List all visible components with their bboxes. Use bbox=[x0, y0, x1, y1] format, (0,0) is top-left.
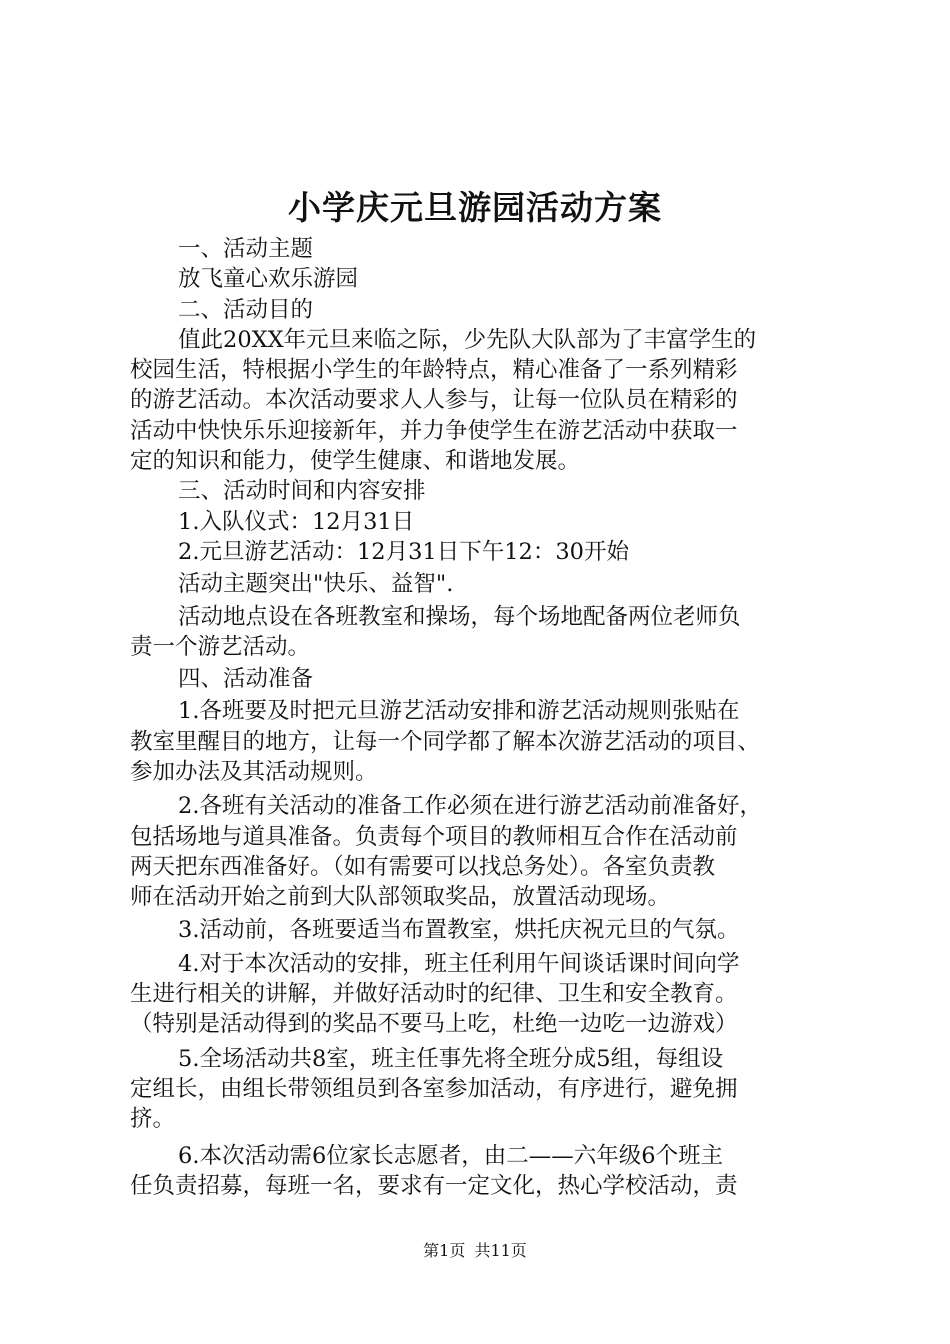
paragraph-line: （特别是活动得到的奖品不要马上吃，杜绝一边吃一边游戏） bbox=[130, 1011, 738, 1038]
paragraph-line: 4.对于本次活动的安排，班主任利用午间谈话课时间向学 bbox=[178, 950, 740, 977]
paragraph-line: 教室里醒目的地方，让每一个同学都了解本次游艺活动的项目、 bbox=[130, 728, 761, 755]
paragraph-line: 定的知识和能力，使学生健康、和谐地发展。 bbox=[130, 448, 581, 475]
paragraph-line: 二、活动目的 bbox=[178, 296, 314, 323]
paragraph-line: 四、活动准备 bbox=[178, 666, 314, 693]
paragraph-line: 3.活动前，各班要适当布置教室，烘托庆祝元旦的气氛。 bbox=[178, 916, 740, 943]
paragraph-line: 2.元旦游艺活动：12月31日下午12：30开始 bbox=[178, 538, 629, 565]
document-title: 小学庆元旦游园活动方案 bbox=[288, 188, 662, 227]
paragraph-line: 活动主题突出"快乐、益智". bbox=[178, 571, 454, 598]
document-body bbox=[130, 234, 830, 1201]
paragraph-line: 6.本次活动需6位家长志愿者，由二——六年级6个班主 bbox=[178, 1142, 724, 1169]
paragraph-line: 5.全场活动共8室，班主任事先将全班分成5组，每组设 bbox=[178, 1045, 724, 1072]
paragraph-line: 一、活动主题 bbox=[178, 236, 314, 262]
paragraph-line: 2.各班有关活动的准备工作必须在进行游艺活动前准备好， bbox=[178, 793, 762, 820]
paragraph-line: 生进行相关的讲解，并做好活动时的纪律、卫生和安全教育。 bbox=[130, 981, 738, 1008]
paragraph-line: 参加办法及其活动规则。 bbox=[130, 759, 378, 786]
paragraph-line: 值此20XX年元旦来临之际，少先队大队部为了丰富学生的 bbox=[178, 326, 757, 353]
paragraph-line: 活动地点设在各班教室和操场，每个场地配备两位老师负 bbox=[178, 603, 741, 630]
paragraph-line: 任负责招募，每班一名，要求有一定文化，热心学校活动，责 bbox=[130, 1172, 738, 1199]
paragraph-line: 两天把东西准备好。（如有需要可以找总务处）。各室负责教 bbox=[130, 853, 716, 880]
paragraph-line: 责一个游艺活动。 bbox=[130, 633, 311, 660]
paragraph-line: 活动中快快乐乐迎接新年，并力争使学生在游艺活动中获取一 bbox=[130, 417, 738, 444]
paragraph-line: 定组长，由组长带领组员到各室参加活动，有序进行，避免拥 bbox=[130, 1076, 738, 1103]
paragraph-line: 师在活动开始之前到大队部领取奖品，放置活动现场。 bbox=[130, 884, 671, 911]
paragraph-line: 校园生活，特根据小学生的年龄特点，精心准备了一系列精彩 bbox=[130, 357, 738, 384]
paragraph-line: 包括场地与道具准备。负责每个项目的教师相互合作在活动前 bbox=[130, 823, 738, 850]
paragraph-line: 三、活动时间和内容安排 bbox=[178, 478, 426, 505]
paragraph-line: 放飞童心欢乐游园 bbox=[178, 266, 359, 293]
paragraph-line: 1.入队仪式：12月31日 bbox=[178, 508, 415, 535]
paragraph-line: 1.各班要及时把元旦游艺活动安排和游艺活动规则张贴在 bbox=[178, 698, 740, 725]
paragraph-line: 的游艺活动。本次活动要求人人参与，让每一位队员在精彩的 bbox=[130, 387, 738, 414]
paragraph-line: 挤。 bbox=[130, 1106, 176, 1133]
page-number-footer: 第1页 共11页 bbox=[423, 1241, 527, 1260]
